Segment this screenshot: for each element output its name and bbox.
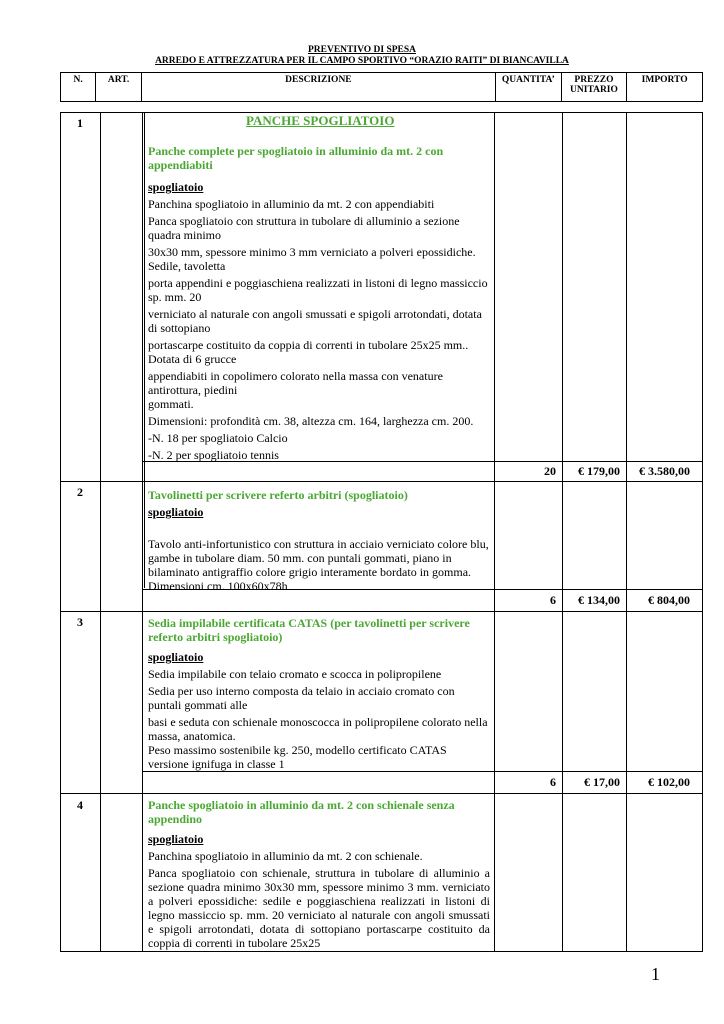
section-title: PANCHE SPOGLIATOIO	[246, 113, 395, 128]
divider	[142, 112, 143, 952]
quantity: 20	[544, 464, 556, 478]
document-title: PREVENTIVO DI SPESA	[307, 45, 417, 55]
header-table	[60, 72, 703, 102]
item-description: Panche complete per spogliatoio in alluminio da mt. 2 con appendiabiti spogliatoio Panchina spogliatoio in alluminio da mt. 2 con appendiabiti Panca spogliatoio con struttura in tubolare di alluminio a sezione quadra minimo 30x30 mm, spessore minimo 3 mm verniciato a polveri epossidiche. Sedile, tavoletta porta appendini e poggiaschiena realizzati in listoni di legno massiccio sp. mm. 20 verniciato al naturale con angoli smussati e spigoli arrotondati, dotata di sottopiano portascarpe costituito da coppia di correnti in tubolare 25x25 mm.. Dotata di 6 grucce appendiabiti in copolimero colorato nella massa con venature antirottura, piedini gommati. Dimensioni: profondità cm. 38, altezza cm. 164, larghezza cm. 200. -N. 18 per spogliatoio Calcio -N. 2 per spogliatoio tennis	[148, 144, 488, 462]
page-number: 1	[651, 964, 660, 984]
divider	[144, 112, 145, 588]
col-descrizione: DESCRIZIONE	[141, 73, 495, 102]
item-number: 1	[77, 116, 83, 130]
unit-price: € 17,00	[584, 775, 620, 789]
quantity: 6	[550, 593, 556, 607]
unit-price: € 179,00	[578, 464, 620, 478]
amount: € 804,00	[648, 593, 690, 607]
item-number: 2	[77, 485, 83, 499]
item-description: Sedia impilabile certificata CATAS (per tavolinetti per scrivere referto arbitri spogliatoio) spogliatoio Sedia impilabile con telaio cromato e scocca in polipropilene Sedia per uso interno composta da telaio in acciaio cromato con puntali gommati alle basi e seduta con schienale monoscocca in polipropilene colorato nella massa, anatomica. Peso massimo sostenibile kg. 250, modello certificato CATAS versione ignifuga in classe 1	[148, 616, 488, 771]
item-description: Panche spogliatoio in alluminio da mt. 2 con schienale senza appendino spogliatoio Panchina spogliatoio in alluminio da mt. 2 con schienale. Panca spogliatoio con schienale, struttura in tubolare di alluminio a sezione quadra minimo 30x30 mm, spessore minimo 3 mm. verniciato a polveri epossidiche: sedile e poggiaschiena realizzati in listoni di legno massiccio sp. mm. 20 verniciato al naturale con angoli smussati e spigoli arrotondati, dotata di sottopiano portascarpe costituito da coppia di correnti in tubolare 25x25	[148, 798, 490, 950]
unit-price: € 134,00	[578, 593, 620, 607]
col-n: N.	[61, 73, 96, 102]
divider	[494, 112, 495, 952]
divider	[60, 793, 703, 794]
col-prezzo: PREZZO UNITARIO	[561, 73, 627, 102]
item-number: 3	[77, 615, 83, 629]
quantity: 6	[550, 775, 556, 789]
document-subtitle: ARREDO E ATTREZZATURA PER IL CAMPO SPORTIVO “ORAZIO RAITI” DI BIANCAVILLA	[155, 56, 569, 66]
amount: € 102,00	[648, 775, 690, 789]
divider	[60, 611, 703, 612]
col-quantita: QUANTITA’	[496, 73, 562, 102]
divider	[60, 481, 703, 482]
divider	[562, 112, 563, 952]
divider	[626, 112, 627, 952]
divider	[100, 112, 101, 952]
item-number: 4	[77, 798, 83, 812]
col-art: ART.	[96, 73, 141, 102]
item-description: Tavolinetti per scrivere referto arbitri (spogliatoio) spogliatoio Tavolo anti-infortunistico con struttura in acciaio verniciato colore blu, gambe in tubolare diam. 50 mm. con puntali gommati, piano in bilaminato antigraffio colore grigio interamente bordato in gomma. Dimensioni cm. 100x60x78h	[148, 488, 489, 593]
col-importo: IMPORTO	[627, 73, 703, 102]
amount: € 3.580,00	[639, 464, 690, 478]
